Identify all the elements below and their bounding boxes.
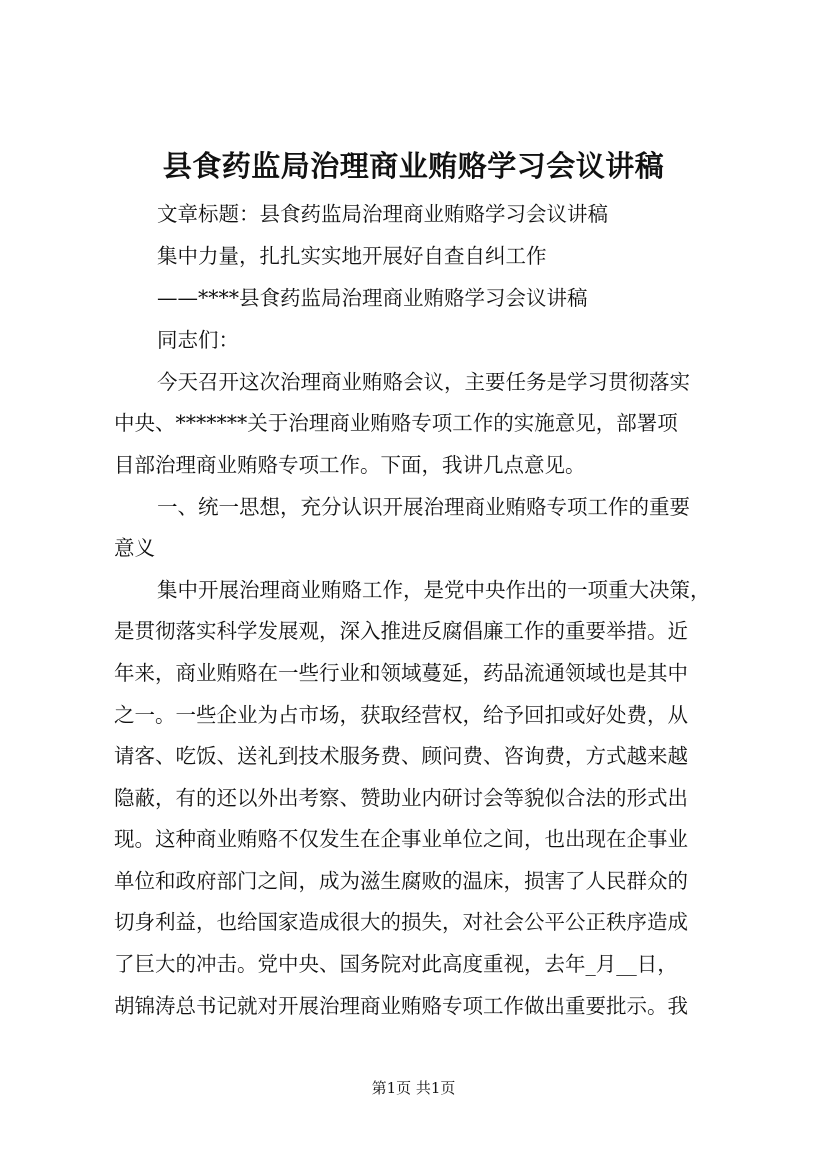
body-line: 现。这种商业贿赂不仅发生在企事业单位之间，也出现在企事业 [114, 827, 688, 851]
body-line: 目部治理商业贿赂专项工作。下面，我讲几点意见。 [114, 453, 586, 477]
section-heading-continued: 意义 [114, 536, 155, 560]
article-title-line: 文章标题：县食药监局治理商业贿赂学习会议讲稿 [157, 202, 608, 226]
body-line: 之一。一些企业为占市场，获取经营权，给予回扣或好处费，从 [114, 703, 688, 727]
subtitle-line: 集中力量，扎扎实实地开展好自查自纠工作 [157, 244, 547, 268]
body-line: 集中开展治理商业贿赂工作，是党中央作出的一项重大决策， [157, 578, 711, 602]
byline: ——****县食药监局治理商业贿赂学习会议讲稿 [157, 286, 588, 310]
body-line: 切身利益，也给国家造成很大的损失，对社会公平公正秩序造成 [114, 910, 688, 934]
document-title: 县食药监局治理商业贿赂学习会议讲稿 [162, 149, 665, 183]
body-line: 请客、吃饭、送礼到技术服务费、顾问费、咨询费，方式越来越 [114, 744, 688, 768]
body-line: 年来，商业贿赂在一些行业和领域蔓延，药品流通领域也是其中 [114, 661, 688, 685]
body-line: 今天召开这次治理商业贿赂会议，主要任务是学习贯彻落实 [157, 370, 690, 394]
body-line: 胡锦涛总书记就对开展治理商业贿赂专项工作做出重要批示。我 [114, 994, 688, 1018]
page-footer: 第1页 共1页 [371, 1079, 456, 1097]
body-line: 是贯彻落实科学发展观，深入推进反腐倡廉工作的重要举措。近 [114, 619, 688, 643]
body-line: 隐蔽，有的还以外出考察、赞助业内研讨会等貌似合法的形式出 [114, 786, 688, 810]
body-line: 了巨大的冲击。党中央、国务院对此高度重视，去年_月__日， [114, 952, 678, 976]
body-line: 中央、*******关于治理商业贿赂专项工作的实施意见，部署项 [114, 411, 678, 435]
body-line: 单位和政府部门之间，成为滋生腐败的温床，损害了人民群众的 [114, 869, 688, 893]
section-heading: 一、统一思想，充分认识开展治理商业贿赂专项工作的重要 [157, 495, 690, 519]
salutation: 同志们： [157, 328, 239, 352]
